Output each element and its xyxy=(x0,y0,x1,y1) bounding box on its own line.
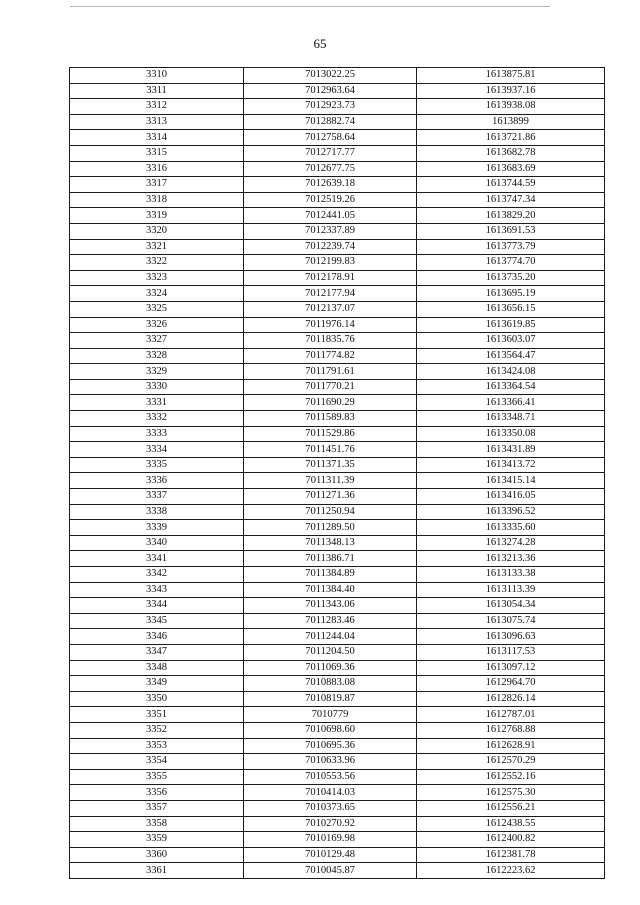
point-number-cell: 3328 xyxy=(70,348,244,364)
table-row xyxy=(70,551,605,567)
point-number-cell: 3357 xyxy=(70,800,244,816)
point-number-cell: 3337 xyxy=(70,489,244,505)
table-row xyxy=(70,333,605,349)
point-number-cell: 3344 xyxy=(70,598,244,614)
x-coordinate-cell: 7011271.36 xyxy=(244,489,417,505)
point-number-cell: 3320 xyxy=(70,223,244,239)
table-row xyxy=(70,317,605,333)
table-row xyxy=(70,83,605,99)
x-coordinate-cell: 7013022.25 xyxy=(244,68,417,84)
point-number-cell: 3355 xyxy=(70,769,244,785)
y-coordinate-cell: 1613424.08 xyxy=(417,364,605,380)
x-coordinate-cell: 7011529.86 xyxy=(244,426,417,442)
point-number-cell: 3333 xyxy=(70,426,244,442)
page-top-rule xyxy=(70,6,550,7)
y-coordinate-cell: 1613335.60 xyxy=(417,520,605,536)
x-coordinate-cell: 7011835.76 xyxy=(244,333,417,349)
y-coordinate-cell: 1612438.55 xyxy=(417,816,605,832)
x-coordinate-cell: 7010695.36 xyxy=(244,738,417,754)
x-coordinate-cell: 7011770.21 xyxy=(244,379,417,395)
y-coordinate-cell: 1613133.38 xyxy=(417,567,605,583)
x-coordinate-cell: 7012519.26 xyxy=(244,192,417,208)
x-coordinate-cell: 7011069.36 xyxy=(244,660,417,676)
point-number-cell: 3339 xyxy=(70,520,244,536)
x-coordinate-cell: 7011283.46 xyxy=(244,613,417,629)
point-number-cell: 3311 xyxy=(70,83,244,99)
y-coordinate-cell: 1613075.74 xyxy=(417,613,605,629)
x-coordinate-cell: 7010779 xyxy=(244,707,417,723)
x-coordinate-cell: 7012963.64 xyxy=(244,83,417,99)
table-row xyxy=(70,426,605,442)
x-coordinate-cell: 7010373.65 xyxy=(244,800,417,816)
point-number-cell: 3327 xyxy=(70,333,244,349)
point-number-cell: 3361 xyxy=(70,863,244,879)
table-row xyxy=(70,691,605,707)
table-row xyxy=(70,130,605,146)
table-row xyxy=(70,161,605,177)
y-coordinate-cell: 1613829.20 xyxy=(417,208,605,224)
y-coordinate-cell: 1613619.85 xyxy=(417,317,605,333)
x-coordinate-cell: 7011250.94 xyxy=(244,504,417,520)
y-coordinate-cell: 1612826.14 xyxy=(417,691,605,707)
x-coordinate-cell: 7011289.50 xyxy=(244,520,417,536)
x-coordinate-cell: 7011690.29 xyxy=(244,395,417,411)
point-number-cell: 3336 xyxy=(70,473,244,489)
point-number-cell: 3323 xyxy=(70,270,244,286)
y-coordinate-cell: 1613938.08 xyxy=(417,99,605,115)
y-coordinate-cell: 1613097.12 xyxy=(417,660,605,676)
x-coordinate-cell: 7011976.14 xyxy=(244,317,417,333)
point-number-cell: 3321 xyxy=(70,239,244,255)
table-row xyxy=(70,722,605,738)
y-coordinate-cell: 1612575.30 xyxy=(417,785,605,801)
point-number-cell: 3318 xyxy=(70,192,244,208)
point-number-cell: 3324 xyxy=(70,286,244,302)
x-coordinate-cell: 7011371.35 xyxy=(244,457,417,473)
x-coordinate-cell: 7011774.82 xyxy=(244,348,417,364)
y-coordinate-cell: 1612787.01 xyxy=(417,707,605,723)
coordinates-table xyxy=(69,67,605,879)
point-number-cell: 3332 xyxy=(70,411,244,427)
y-coordinate-cell: 1612556.21 xyxy=(417,800,605,816)
x-coordinate-cell: 7010633.96 xyxy=(244,754,417,770)
x-coordinate-cell: 7012717.77 xyxy=(244,145,417,161)
table-row xyxy=(70,832,605,848)
y-coordinate-cell: 1613683.69 xyxy=(417,161,605,177)
table-row xyxy=(70,192,605,208)
x-coordinate-cell: 7010819.87 xyxy=(244,691,417,707)
table-row xyxy=(70,644,605,660)
table-row xyxy=(70,442,605,458)
x-coordinate-cell: 7011244.04 xyxy=(244,629,417,645)
point-number-cell: 3360 xyxy=(70,847,244,863)
y-coordinate-cell: 1613416.05 xyxy=(417,489,605,505)
point-number-cell: 3351 xyxy=(70,707,244,723)
point-number-cell: 3345 xyxy=(70,613,244,629)
x-coordinate-cell: 7012239.74 xyxy=(244,239,417,255)
table-row xyxy=(70,364,605,380)
y-coordinate-cell: 1612570.29 xyxy=(417,754,605,770)
table-row xyxy=(70,785,605,801)
table-row xyxy=(70,99,605,115)
x-coordinate-cell: 7012137.07 xyxy=(244,301,417,317)
y-coordinate-cell: 1612400.82 xyxy=(417,832,605,848)
table-row xyxy=(70,348,605,364)
table-row xyxy=(70,847,605,863)
y-coordinate-cell: 1613366.41 xyxy=(417,395,605,411)
x-coordinate-cell: 7012337.89 xyxy=(244,223,417,239)
table-row xyxy=(70,223,605,239)
table-row xyxy=(70,520,605,536)
y-coordinate-cell: 1613431.89 xyxy=(417,442,605,458)
table-row xyxy=(70,145,605,161)
y-coordinate-cell: 1613721.86 xyxy=(417,130,605,146)
y-coordinate-cell: 1613054.34 xyxy=(417,598,605,614)
point-number-cell: 3353 xyxy=(70,738,244,754)
y-coordinate-cell: 1613350.08 xyxy=(417,426,605,442)
x-coordinate-cell: 7010883.08 xyxy=(244,676,417,692)
point-number-cell: 3343 xyxy=(70,582,244,598)
table-row xyxy=(70,660,605,676)
table-row xyxy=(70,567,605,583)
table-row xyxy=(70,208,605,224)
table-row xyxy=(70,68,605,84)
point-number-cell: 3316 xyxy=(70,161,244,177)
table-row xyxy=(70,613,605,629)
point-number-cell: 3356 xyxy=(70,785,244,801)
table-row xyxy=(70,816,605,832)
y-coordinate-cell: 1613415.14 xyxy=(417,473,605,489)
y-coordinate-cell: 1613656.15 xyxy=(417,301,605,317)
point-number-cell: 3329 xyxy=(70,364,244,380)
table-row xyxy=(70,286,605,302)
x-coordinate-cell: 7011204.50 xyxy=(244,644,417,660)
x-coordinate-cell: 7011384.89 xyxy=(244,567,417,583)
x-coordinate-cell: 7012177.94 xyxy=(244,286,417,302)
y-coordinate-cell: 1613396.52 xyxy=(417,504,605,520)
point-number-cell: 3317 xyxy=(70,177,244,193)
point-number-cell: 3350 xyxy=(70,691,244,707)
x-coordinate-cell: 7011348.13 xyxy=(244,535,417,551)
y-coordinate-cell: 1613875.81 xyxy=(417,68,605,84)
y-coordinate-cell: 1613747.34 xyxy=(417,192,605,208)
y-coordinate-cell: 1613348.71 xyxy=(417,411,605,427)
coordinates-table-body xyxy=(70,68,605,879)
x-coordinate-cell: 7010553.56 xyxy=(244,769,417,785)
table-row xyxy=(70,301,605,317)
table-row xyxy=(70,738,605,754)
y-coordinate-cell: 1613413.72 xyxy=(417,457,605,473)
y-coordinate-cell: 1613364.54 xyxy=(417,379,605,395)
table-row xyxy=(70,504,605,520)
table-row xyxy=(70,489,605,505)
y-coordinate-cell: 1612964.70 xyxy=(417,676,605,692)
table-row xyxy=(70,707,605,723)
page-number: 65 xyxy=(313,36,327,51)
y-coordinate-cell: 1613774.70 xyxy=(417,255,605,271)
table-row xyxy=(70,239,605,255)
point-number-cell: 3331 xyxy=(70,395,244,411)
x-coordinate-cell: 7011386.71 xyxy=(244,551,417,567)
y-coordinate-cell: 1613735.20 xyxy=(417,270,605,286)
table-row xyxy=(70,177,605,193)
y-coordinate-cell: 1613564.47 xyxy=(417,348,605,364)
table-row xyxy=(70,629,605,645)
x-coordinate-cell: 7012882.74 xyxy=(244,114,417,130)
table-row xyxy=(70,411,605,427)
x-coordinate-cell: 7012178.91 xyxy=(244,270,417,286)
table-row xyxy=(70,379,605,395)
y-coordinate-cell: 1612628.91 xyxy=(417,738,605,754)
point-number-cell: 3358 xyxy=(70,816,244,832)
table-row xyxy=(70,800,605,816)
point-number-cell: 3346 xyxy=(70,629,244,645)
table-row xyxy=(70,863,605,879)
x-coordinate-cell: 7012758.64 xyxy=(244,130,417,146)
table-row xyxy=(70,270,605,286)
y-coordinate-cell: 1613213.36 xyxy=(417,551,605,567)
y-coordinate-cell: 1612381.78 xyxy=(417,847,605,863)
x-coordinate-cell: 7011384.40 xyxy=(244,582,417,598)
point-number-cell: 3334 xyxy=(70,442,244,458)
point-number-cell: 3342 xyxy=(70,567,244,583)
x-coordinate-cell: 7012199.83 xyxy=(244,255,417,271)
y-coordinate-cell: 1613899 xyxy=(417,114,605,130)
y-coordinate-cell: 1613117.53 xyxy=(417,644,605,660)
point-number-cell: 3348 xyxy=(70,660,244,676)
point-number-cell: 3349 xyxy=(70,676,244,692)
point-number-cell: 3322 xyxy=(70,255,244,271)
point-number-cell: 3315 xyxy=(70,145,244,161)
x-coordinate-cell: 7010045.87 xyxy=(244,863,417,879)
y-coordinate-cell: 1612768.88 xyxy=(417,722,605,738)
x-coordinate-cell: 7010169.98 xyxy=(244,832,417,848)
point-number-cell: 3335 xyxy=(70,457,244,473)
table-row xyxy=(70,582,605,598)
point-number-cell: 3314 xyxy=(70,130,244,146)
x-coordinate-cell: 7011451.76 xyxy=(244,442,417,458)
point-number-cell: 3310 xyxy=(70,68,244,84)
x-coordinate-cell: 7010414.03 xyxy=(244,785,417,801)
y-coordinate-cell: 1612223.62 xyxy=(417,863,605,879)
x-coordinate-cell: 7012677.75 xyxy=(244,161,417,177)
point-number-cell: 3354 xyxy=(70,754,244,770)
point-number-cell: 3313 xyxy=(70,114,244,130)
table-row xyxy=(70,255,605,271)
point-number-cell: 3325 xyxy=(70,301,244,317)
x-coordinate-cell: 7012441.05 xyxy=(244,208,417,224)
table-row xyxy=(70,457,605,473)
y-coordinate-cell: 1613113.39 xyxy=(417,582,605,598)
x-coordinate-cell: 7010129.48 xyxy=(244,847,417,863)
y-coordinate-cell: 1612552.16 xyxy=(417,769,605,785)
x-coordinate-cell: 7011343.06 xyxy=(244,598,417,614)
y-coordinate-cell: 1613695.19 xyxy=(417,286,605,302)
table-row xyxy=(70,395,605,411)
point-number-cell: 3326 xyxy=(70,317,244,333)
table-row xyxy=(70,598,605,614)
y-coordinate-cell: 1613937.16 xyxy=(417,83,605,99)
y-coordinate-cell: 1613096.63 xyxy=(417,629,605,645)
x-coordinate-cell: 7010270.92 xyxy=(244,816,417,832)
point-number-cell: 3347 xyxy=(70,644,244,660)
point-number-cell: 3341 xyxy=(70,551,244,567)
table-row xyxy=(70,473,605,489)
y-coordinate-cell: 1613274.28 xyxy=(417,535,605,551)
point-number-cell: 3312 xyxy=(70,99,244,115)
table-row xyxy=(70,535,605,551)
table-row xyxy=(70,114,605,130)
point-number-cell: 3330 xyxy=(70,379,244,395)
y-coordinate-cell: 1613691.53 xyxy=(417,223,605,239)
x-coordinate-cell: 7012923.73 xyxy=(244,99,417,115)
point-number-cell: 3338 xyxy=(70,504,244,520)
x-coordinate-cell: 7012639.18 xyxy=(244,177,417,193)
y-coordinate-cell: 1613773.79 xyxy=(417,239,605,255)
x-coordinate-cell: 7011311.39 xyxy=(244,473,417,489)
y-coordinate-cell: 1613682.78 xyxy=(417,145,605,161)
table-row xyxy=(70,769,605,785)
x-coordinate-cell: 7011589.83 xyxy=(244,411,417,427)
y-coordinate-cell: 1613744.59 xyxy=(417,177,605,193)
table-row xyxy=(70,676,605,692)
point-number-cell: 3319 xyxy=(70,208,244,224)
point-number-cell: 3340 xyxy=(70,535,244,551)
point-number-cell: 3359 xyxy=(70,832,244,848)
point-number-cell: 3352 xyxy=(70,722,244,738)
x-coordinate-cell: 7010698.60 xyxy=(244,722,417,738)
table-row xyxy=(70,754,605,770)
y-coordinate-cell: 1613603.07 xyxy=(417,333,605,349)
x-coordinate-cell: 7011791.61 xyxy=(244,364,417,380)
